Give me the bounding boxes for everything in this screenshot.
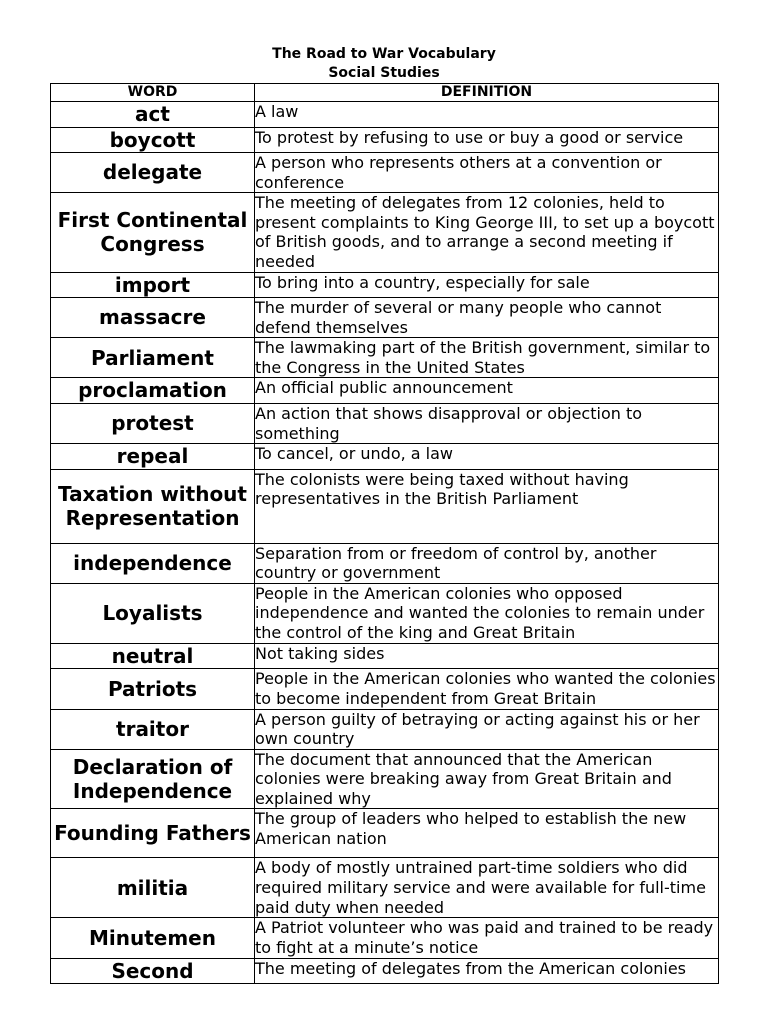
document-title: The Road to War Vocabulary [272, 46, 496, 62]
table-row [51, 918, 719, 958]
vocab-definition: The meeting of delegates from the American colonies [255, 958, 719, 984]
vocab-word: import [51, 272, 255, 298]
vocab-definition: A Patriot volunteer who was paid and trained to be ready to fight at a minute’s notice [255, 918, 719, 958]
table-row [51, 669, 719, 709]
header-row [51, 84, 719, 102]
table-row [51, 749, 719, 809]
vocab-word: proclamation [51, 378, 255, 404]
vocab-definition: A body of mostly untrained part-time soldiers who did required military service and were available for full-time paid duty when needed [255, 858, 719, 918]
vocab-definition: The group of leaders who helped to establish the new American nation [255, 809, 719, 858]
vocab-word: traitor [51, 709, 255, 749]
vocab-definition: An official public announcement [255, 378, 719, 404]
vocab-word: Patriots [51, 669, 255, 709]
table-row [51, 583, 719, 643]
vocab-definition: The murder of several or many people who cannot defend themselves [255, 298, 719, 338]
vocab-word: Minutemen [51, 918, 255, 958]
vocab-word: Parliament [51, 338, 255, 378]
table-row [51, 809, 719, 858]
vocab-word: protest [51, 403, 255, 443]
vocab-word: militia [51, 858, 255, 918]
vocab-definition: To cancel, or undo, a law [255, 444, 719, 470]
vocab-word: Second [51, 958, 255, 984]
vocab-definition: Not taking sides [255, 643, 719, 669]
table-row [51, 338, 719, 378]
table-row [51, 469, 719, 543]
vocabulary-rows [51, 102, 719, 984]
vocab-word: neutral [51, 643, 255, 669]
vocab-definition: A person guilty of betraying or acting against his or her own country [255, 709, 719, 749]
vocabulary-table [50, 83, 719, 984]
vocab-definition: Separation from or freedom of control by, another country or government [255, 543, 719, 583]
table-row [51, 643, 719, 669]
vocab-definition: A person who represents others at a convention or conference [255, 153, 719, 193]
vocab-definition: To bring into a country, especially for sale [255, 272, 719, 298]
vocab-word: independence [51, 543, 255, 583]
vocab-word: boycott [51, 127, 255, 153]
table-row [51, 298, 719, 338]
table-row [51, 444, 719, 470]
vocab-word: Loyalists [51, 583, 255, 643]
table-row [51, 403, 719, 443]
vocab-word: delegate [51, 153, 255, 193]
vocab-definition: The lawmaking part of the British government, similar to the Congress in the United States [255, 338, 719, 378]
vocab-word: Founding Fathers [51, 809, 255, 858]
table-row [51, 378, 719, 404]
word-column-header: WORD [51, 84, 255, 102]
vocab-word: repeal [51, 444, 255, 470]
table-row [51, 127, 719, 153]
vocab-word: act [51, 102, 255, 128]
table-row [51, 858, 719, 918]
vocab-word: Taxation without Representation [51, 469, 255, 543]
table-row [51, 193, 719, 272]
vocab-definition: The meeting of delegates from 12 colonies, held to present complaints to King George III, to set up a boycott of British goods, and to arrange a second meeting if needed [255, 193, 719, 272]
vocab-definition: A law [255, 102, 719, 128]
vocab-definition: People in the American colonies who opposed independence and wanted the colonies to remain under the control of the king and Great Britain [255, 583, 719, 643]
table-row [51, 272, 719, 298]
vocab-definition: To protest by refusing to use or buy a good or service [255, 127, 719, 153]
vocab-word: massacre [51, 298, 255, 338]
table-row [51, 958, 719, 984]
vocab-definition: An action that shows disapproval or objection to something [255, 403, 719, 443]
document-subtitle: Social Studies [328, 65, 440, 81]
table-row [51, 102, 719, 128]
vocab-word: First Continental Congress [51, 193, 255, 272]
table-row [51, 153, 719, 193]
vocab-definition: People in the American colonies who wanted the colonies to become independent from Great Britain [255, 669, 719, 709]
table-row [51, 709, 719, 749]
vocab-word: Declaration of Independence [51, 749, 255, 809]
table-row [51, 543, 719, 583]
vocab-definition: The document that announced that the American colonies were breaking away from Great Britain and explained why [255, 749, 719, 809]
vocab-definition: The colonists were being taxed without having representatives in the British Parliament [255, 469, 719, 543]
definition-column-header: DEFINITION [255, 84, 719, 102]
